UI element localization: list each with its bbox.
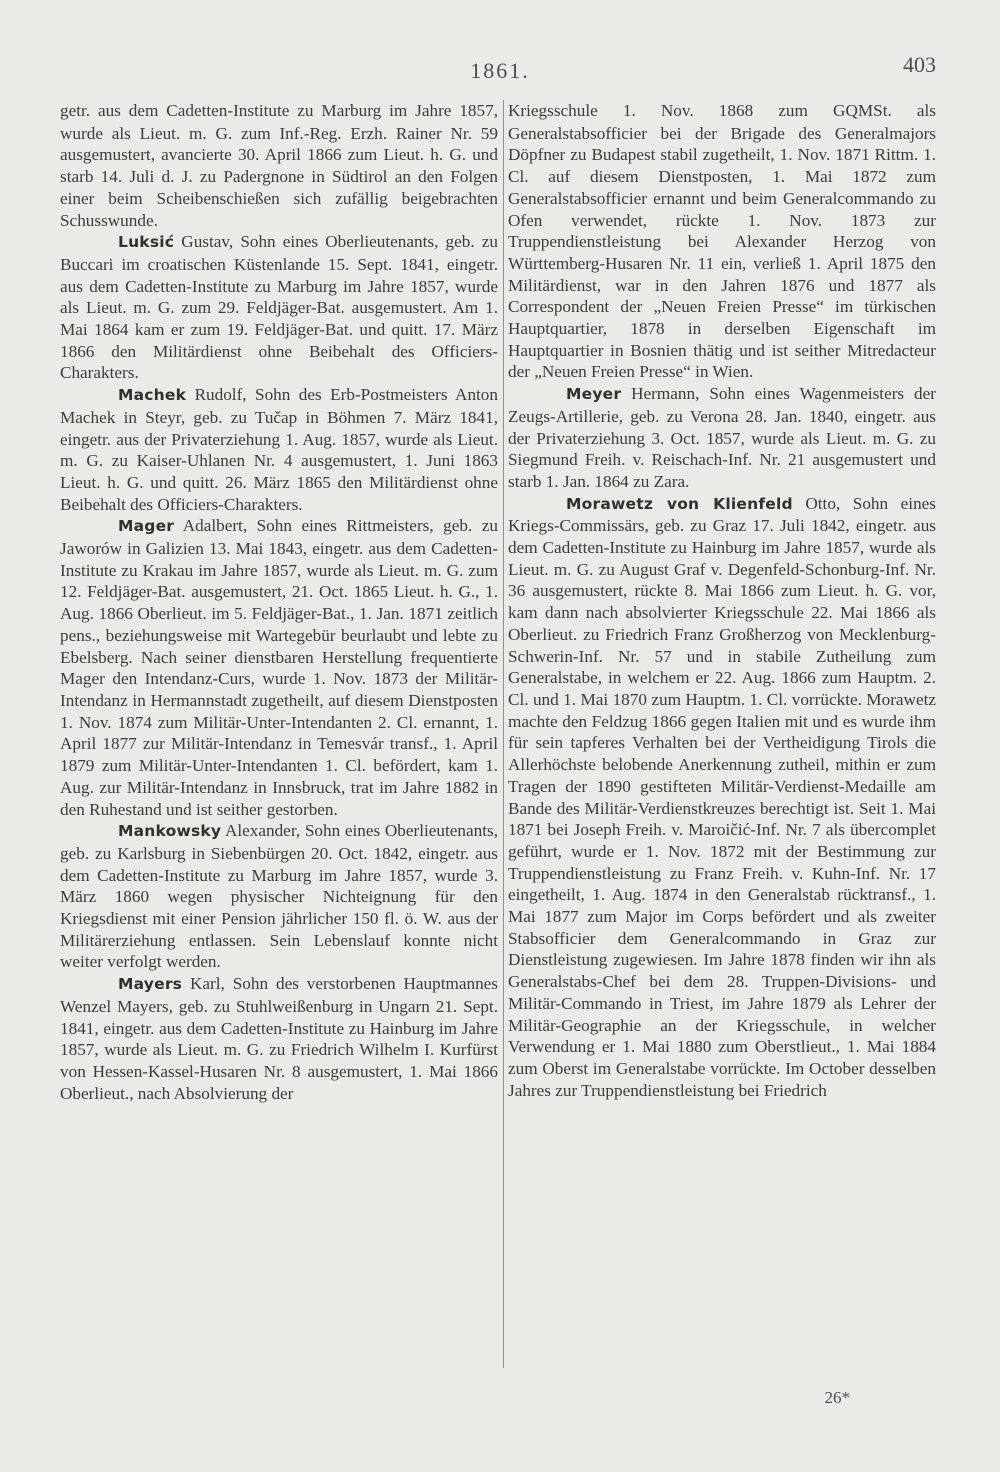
entry-text: getr. aus dem Cadetten-Institute zu Marburg im Jahre 1857, wurde als Lieut. m. G. zum Inf.-Reg. Erzh. Rainer Nr. 59 ausgemustert, avancierte 30. April 1866 zum Lieut. h. G. und starb 14. Juli d. J. zu Padergnone in Südtirol an den Folgen einer beim Scheibenschießen sich zufällig beigebrachten Schusswunde. [60, 101, 498, 230]
column-divider [503, 100, 504, 1368]
entry-continuation-right [508, 100, 936, 383]
entry-name: Mayers [118, 975, 183, 994]
entry-luksic [60, 231, 498, 384]
entry-text: Hermann, Sohn eines Wagenmeisters der Zeugs-Artillerie, geb. zu Verona 28. Jan. 1840, eingetr. aus der Privaterziehung 3. Oct. 1857, wurde als Lieut. m. G. zu Siegmund Freih. v. Reischach-Inf. Nr. 21 ausgemustert und starb 1. Jan. 1864 zu Zara. [508, 384, 936, 491]
entry-name: Machek [118, 386, 187, 405]
entry-text: Adalbert, Sohn eines Rittmeisters, geb. zu Jaworów in Galizien 13. Mai 1843, eingetr. aus dem Cadetten-Institute zu Krakau im Jahre 1857, wurde als Lieut. m. G. zum 12. Feldjäger-Bat. ausgemustert, 21. Oct. 1865 Lieut. h. G., 1. Aug. 1866 Oberlieut. im 5. Feldjäger-Bat., 1. Jan. 1871 zeitlich pens., beziehungsweise mit Wartegebür beurlaubt und lebte zu Ebelsberg. Nach seiner dienstbaren Herstellung frequentierte Mager den Intendanz-Curs, wurde 1. Nov. 1873 der Militär-Intendanz in Hermannstadt zugetheilt, auf diesem Dienstposten 1. Nov. 1874 zum Militär-Unter-Intendanten 2. Cl. ernannt, 1. April 1877 zur Militär-Intendanz in Temesvár transf., 1. April 1879 zum Militär-Unter-Intendanten 1. Cl. befördert, kam 1. Aug. zur Militär-Intendanz in Innsbruck, trat im Jahre 1882 in den Ruhestand und ist seither gestorben. [60, 516, 498, 819]
entry-machek [60, 384, 498, 515]
printer-signature-mark: 26* [824, 1388, 850, 1407]
entry-continuation-left [60, 100, 498, 231]
right-column [508, 100, 936, 1101]
entry-text: Otto, Sohn eines Kriegs-Commissärs, geb. zu Graz 17. Juli 1842, eingetr. aus dem Cadetten-Institute zu Hainburg im Jahre 1857, wurde als Lieut. m. G. zu August Graf v. Degenfeld-Schonburg-Inf. Nr. 36 ausgemustert, rückte 8. Mai 1866 zum Lieut. h. G. vor, kam dann nach absolvierter Kriegsschule 22. Mai 1866 als Oberlieut. zu Friedrich Franz Großherzog von Mecklenburg-Schwerin-Inf. Nr. 57 und in stabile Zutheilung zum Generalstabe, in welchem er 22. Aug. 1866 zum Hauptm. 2. Cl. und 1. Mai 1870 zum Hauptm. 1. Cl. vorrückte. Morawetz machte den Feldzug 1866 gegen Italien mit und es wurde ihm für sein tapferes Verhalten bei der Vertheidigung Tirols die Allerhöchste belobende Anerkennung zutheil, mithin er zum Tragen der 1890 gestifteten Militär-Verdienst-Medaille am Bande des Militär-Verdienstkreuzes berechtigt ist. Seit 1. Mai 1871 bei Joseph Freih. v. Maroičić-Inf. Nr. 7 als übercomplet geführt, wurde er 1. Nov. 1872 mit der Bestimmung zur Truppendienstleistung zu Franz Freih. v. Kuhn-Inf. Nr. 17 eingetheilt, 1. Aug. 1874 in den Generalstab rücktransf., 1. Mai 1877 zum Major im Corps befördert und als zweiter Stabsofficier dem Generalcommando in Graz zur Dienstleistung zugewiesen. Im Jahre 1878 finden wir ihn als Generalstabs-Chef bei dem 28. Truppen-Divisions- und Militär-Commando in Triest, im Jahre 1879 als Lehrer der Militär-Geographie an der Kriegsschule, in welcher Verwendung er 1. Mai 1880 zum Oberstlieut., 1. Mai 1884 zum Oberst im Generalstabe vorrückte. Im October desselben Jahres zur Truppendienstleistung bei Friedrich [508, 493, 936, 1100]
page-number: 403 [903, 52, 936, 77]
entry-name: Morawetz von Klienfeld [566, 494, 793, 513]
entry-morawetz [508, 493, 936, 1102]
page-year-header: 1861. [470, 58, 530, 83]
left-column [60, 100, 498, 1104]
entry-name: Mager [118, 517, 175, 536]
entry-text: Kriegsschule 1. Nov. 1868 zum GQMSt. als Generalstabsofficier bei der Brigade des Generalmajors Döpfner zu Budapest stabil zugetheilt, 1. Nov. 1871 Rittm. 1. Cl. auf diesem Dienstposten, 1. Mai 1872 zum Generalstabsofficier ernannt und beim Generalcommando zu Ofen verwendet, rückte 1. Nov. 1873 zur Truppendienstleistung bei Alexander Herzog von Württemberg-Husaren Nr. 11 ein, verließ 1. April 1875 den Militärdienst, war in den Jahren 1876 und 1877 als Correspondent der „Neuen Freien Presse“ im türkischen Hauptquartier, 1878 in derselben Eigenschaft im Hauptquartier in Bosnien thätig und ist seither Mitredacteur der „Neuen Freien Presse“ in Wien. [508, 101, 936, 382]
entry-name: Meyer [566, 385, 622, 404]
entry-mager [60, 515, 498, 820]
entry-name: Luksić [118, 233, 175, 252]
entry-text: Rudolf, Sohn des Erb-Postmeisters Anton Machek in Steyr, geb. zu Tučap in Böhmen 7. März 1841, eingetr. aus der Privaterziehung 1. Aug. 1857, wurde als Lieut. m. G. zu Kaiser-Uhlanen Nr. 4 ausgemustert, 1. Juni 1863 Lieut. h. G. und quitt. 26. März 1865 den Militärdienst ohne Beibehalt des Officiers-Charakters. [60, 385, 498, 514]
entry-text: Alexander, Sohn eines Oberlieutenants, geb. zu Karlsburg in Siebenbürgen 20. Oct. 1842, eingetr. aus dem Cadetten-Institute zu Marburg im Jahre 1857, wurde 3. März 1860 wegen physischer Nichteignung für den Kriegsdienst mit einer Pension jährlicher 150 fl. ö. W. aus der Militärerziehung entlassen. Sein Lebenslauf konnte nicht weiter verfolgt werden. [60, 821, 498, 972]
entry-mayers [60, 973, 498, 1104]
entry-text: Gustav, Sohn eines Oberlieutenants, geb. zu Buccari im croatischen Küstenlande 15. Sept. 1841, eingetr. aus dem Cadetten-Institute zu Marburg im Jahre 1857, wurde als Lieut. m. G. zum 29. Feldjäger-Bat. ausgemustert. Am 1. Mai 1864 kam er zum 19. Feldjäger-Bat. und quitt. 17. März 1866 den Militärdienst ohne Beibehalt des Officiers-Charakters. [60, 232, 498, 383]
entry-meyer [508, 383, 936, 493]
entry-mankowsky [60, 820, 498, 973]
entry-name: Mankowsky [118, 822, 222, 841]
entry-text: Karl, Sohn des verstorbenen Hauptmannes Wenzel Mayers, geb. zu Stuhlweißenburg in Ungarn 21. Sept. 1841, eingetr. aus dem Cadetten-Institute zu Hainburg im Jahre 1857, wurde als Lieut. m. G. zu Friedrich Wilhelm I. Kurfürst von Hessen-Kassel-Husaren Nr. 8 ausgemustert, 1. Mai 1866 Oberlieut., nach Absolvierung der [60, 974, 498, 1103]
